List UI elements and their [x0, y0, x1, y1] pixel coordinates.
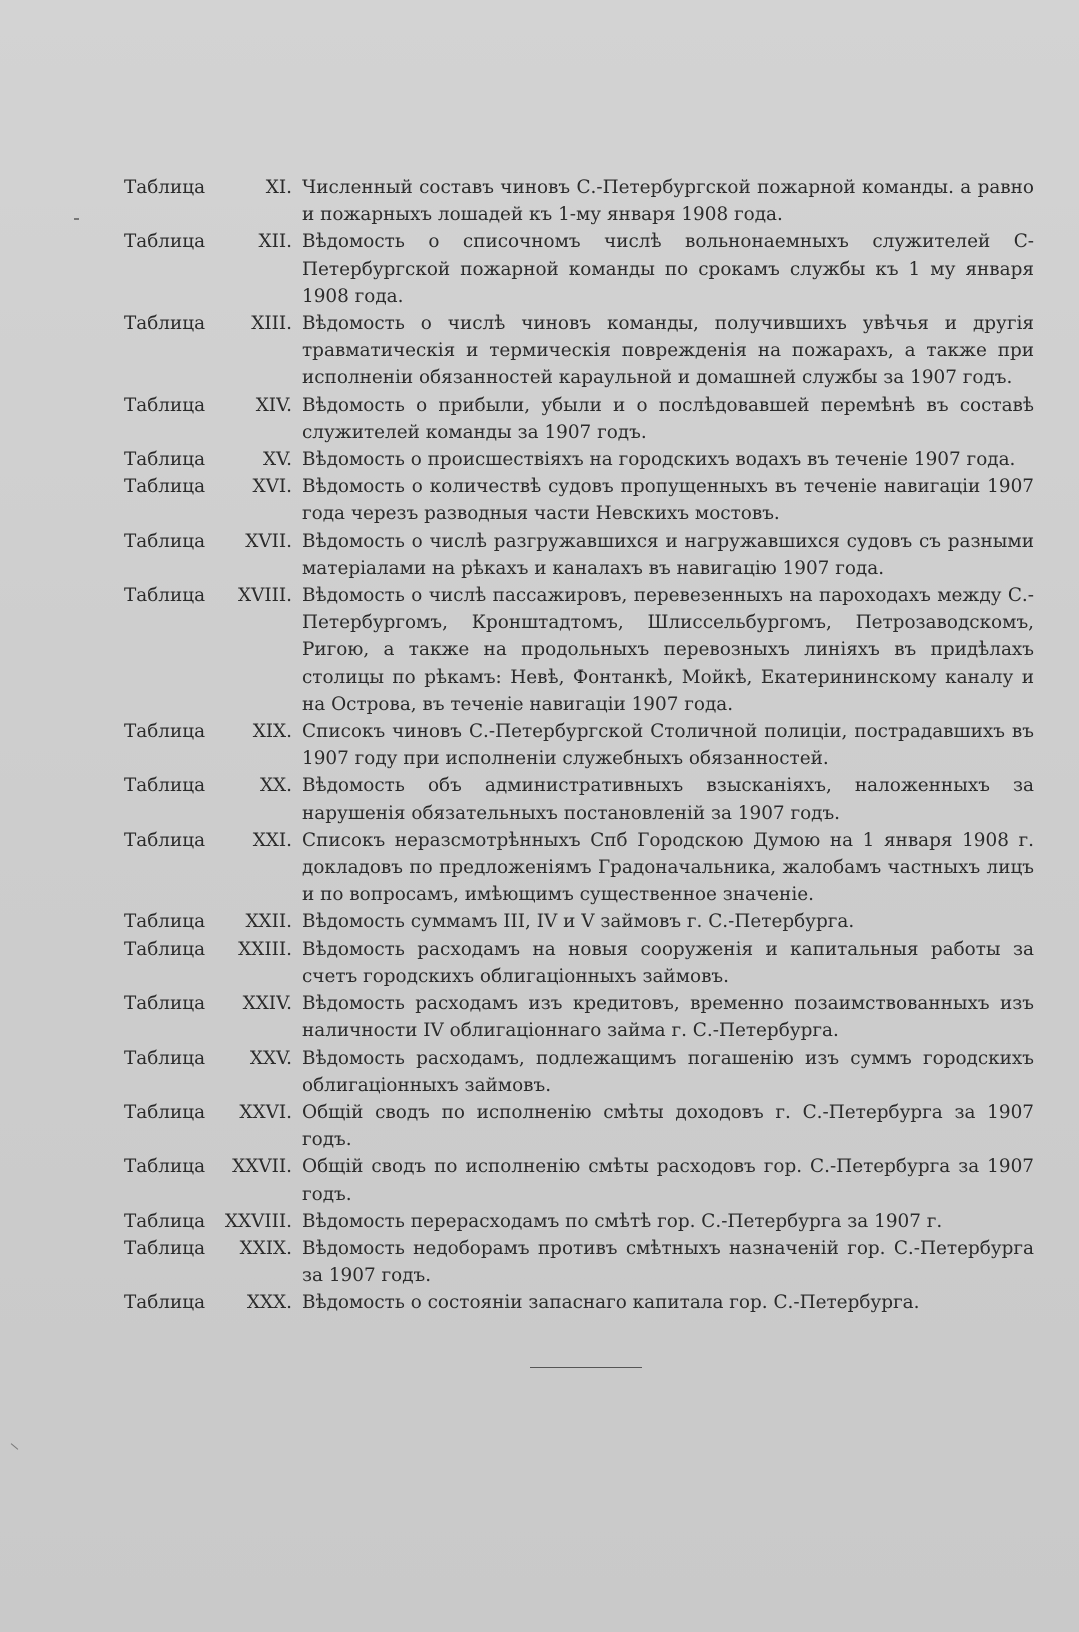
entry-description: Вѣдомость о состояніи запаснаго капитала гор. С.-Петербурга. — [302, 1292, 920, 1314]
entry-number: XV. — [262, 449, 292, 471]
entry-number: XXII. — [245, 911, 292, 933]
entry-number: XII. — [258, 231, 292, 253]
entry-number: XXX. — [246, 1292, 292, 1314]
entry-number: XXV. — [249, 1047, 292, 1069]
entry-label: Таблица — [124, 911, 206, 933]
entry-description: Вѣдомость расходамъ изъ кредитовъ, временно позаимствованныхъ изъ наличности IV облигаціоннаго займа г. С.-Петербурга. — [302, 993, 1034, 1042]
entry-number: XVI. — [252, 476, 292, 498]
toc-entry — [124, 990, 1044, 1044]
entry-number: XX. — [259, 775, 292, 797]
scan-speck — [74, 218, 79, 220]
toc-entry — [124, 772, 1044, 826]
entry-description: Общій сводъ по исполненію смѣты доходовъ г. С.-Петербурга за 1907 годъ. — [302, 1101, 1034, 1151]
entry-label: Таблица — [124, 1292, 206, 1314]
toc-entry — [124, 582, 1044, 718]
toc-entry — [124, 908, 1044, 935]
toc-entry — [124, 827, 1044, 909]
entry-number: XVII. — [245, 530, 292, 552]
toc-entry — [124, 718, 1044, 772]
entry-description: Списокъ чиновъ С.-Петербургской Столичной полиціи, пострадавшихъ въ 1907 году при исполненіи служебныхъ обязанностей. — [302, 721, 1034, 770]
entry-label: Таблица — [124, 231, 206, 253]
entry-description: Вѣдомость о происшествіяхъ на городскихъ водахъ въ теченіе 1907 года. — [302, 449, 1016, 471]
entry-description: Вѣдомость о числѣ чиновъ команды, получившихъ увѣчья и другія травматическія и термическія поврежденія на пожарахъ, а также при исполненіи обязанностей караульной и домашней службы за 1907 годъ. — [302, 313, 1034, 389]
entry-label: Таблица — [124, 530, 206, 552]
entry-description: Численный составъ чиновъ С.-Петербургской пожарной команды. а равно и пожарныхъ лошадей къ 1-му января 1908 года. — [302, 177, 1034, 226]
entry-number: XXVIII. — [224, 1210, 292, 1232]
toc-entry — [124, 1045, 1044, 1099]
scan-speck — [11, 1443, 19, 1450]
closing-rule — [530, 1367, 642, 1368]
toc-entry — [124, 174, 1044, 228]
entry-number: XXIX. — [239, 1237, 292, 1259]
entry-description: Вѣдомость о прибыли, убыли и о послѣдовавшей перемѣнѣ въ составѣ служителей команды за 1907 годъ. — [302, 394, 1034, 443]
entry-label: Таблица — [124, 449, 206, 471]
entry-label: Таблица — [124, 721, 206, 743]
entry-description: Вѣдомость о числѣ разгружавшихся и нагружавшихся судовъ съ разными матеріалами на рѣкахъ и каналахъ въ навигацію 1907 года. — [302, 530, 1034, 579]
entry-description: Вѣдомость недоборамъ противъ смѣтныхъ назначеній гор. С.-Петербурга за 1907 годъ. — [302, 1237, 1034, 1287]
entry-number: XXIV. — [242, 993, 292, 1015]
entry-description: Вѣдомость расходамъ на новыя сооруженія и капитальныя работы за счетъ городскихъ облигаціонныхъ займовъ. — [302, 938, 1034, 987]
entry-number: XI. — [265, 177, 292, 198]
entry-description: Вѣдомость о числѣ пассажировъ, перевезенныхъ на пароходахъ между С.-Петербургомъ, Кронштадтомъ, Шлиссельбургомъ, Петрозаводскомъ, Ригою, а также на продольныхъ перевозныхъ линіяхъ въ придѣлахъ столицы по рѣкамъ: Невѣ, Фонтанкѣ, Мойкѣ, Екатерининскому каналу и на Острова, въ теченіе навигаціи 1907 года. — [302, 585, 1034, 715]
toc-entry — [124, 1208, 1044, 1235]
entry-number: XVIII. — [237, 585, 292, 607]
entry-label: Таблица — [124, 829, 206, 851]
entry-label: Таблица — [124, 775, 206, 797]
entry-label: Таблица — [124, 1047, 206, 1069]
entry-number: XXI. — [252, 829, 292, 851]
entry-label: Таблица — [124, 938, 206, 960]
entry-number: XIV. — [255, 394, 292, 416]
table-of-contents — [124, 174, 1044, 1317]
toc-entry — [124, 228, 1044, 310]
entry-number: XXVII. — [232, 1156, 292, 1178]
entry-label: Таблица — [124, 585, 206, 607]
entry-label: Таблица — [124, 394, 206, 416]
toc-entry — [124, 936, 1044, 990]
toc-entry — [124, 446, 1044, 473]
toc-entry — [124, 1235, 1044, 1289]
entry-label: Таблица — [124, 476, 206, 498]
entry-description: Списокъ неразсмотрѣнныхъ Спб Городскою Думою на 1 января 1908 г. докладовъ по предложеніямъ Градоначальника, жалобамъ частныхъ лицъ и по вопросамъ, имѣющимъ существенное значеніе. — [302, 829, 1034, 906]
entry-label: Таблица — [124, 993, 206, 1015]
toc-entry — [124, 1099, 1044, 1153]
entry-label: Таблица — [124, 1101, 206, 1123]
toc-entry — [124, 1153, 1044, 1207]
toc-entry — [124, 392, 1044, 446]
entry-label: Таблица — [124, 177, 206, 198]
entry-label: Таблица — [124, 1237, 206, 1259]
entry-label: Таблица — [124, 1210, 206, 1232]
entry-description: Общій сводъ по исполненію смѣты расходовъ гор. С.-Петербурга за 1907 годъ. — [302, 1156, 1034, 1205]
entry-number: XXIII. — [238, 938, 292, 960]
entry-label: Таблица — [124, 313, 206, 335]
entry-description: Вѣдомость перерасходамъ по смѣтѣ гор. С.-Петербурга за 1907 г. — [302, 1210, 943, 1232]
toc-entry — [124, 473, 1044, 527]
entry-label: Таблица — [124, 1156, 206, 1178]
entry-number: XIII. — [251, 313, 292, 335]
toc-entry — [124, 1289, 1044, 1316]
toc-entry — [124, 310, 1044, 392]
entry-description: Вѣдомость суммамъ III, IV и V займовъ г. С.-Петербурга. — [302, 911, 855, 933]
entry-description: Вѣдомость о списочномъ числѣ вольнонаемныхъ служителей С-Петербургской пожарной команды по срокамъ службы къ 1 му января 1908 года. — [302, 231, 1034, 307]
toc-entry — [124, 528, 1044, 582]
entry-number: XIX. — [252, 721, 292, 743]
entry-description: Вѣдомость объ административныхъ взысканіяхъ, наложенныхъ за нарушенія обязательныхъ постановленій за 1907 годъ. — [302, 775, 1034, 824]
entry-description: Вѣдомость расходамъ, подлежащимъ погашенію изъ суммъ городскихъ облигаціонныхъ займовъ. — [302, 1047, 1034, 1096]
entry-description: Вѣдомость о количествѣ судовъ пропущенныхъ въ теченіе навигаціи 1907 года черезъ разводныя части Невскихъ мостовъ. — [302, 476, 1034, 525]
entry-number: XXVI. — [239, 1101, 292, 1123]
